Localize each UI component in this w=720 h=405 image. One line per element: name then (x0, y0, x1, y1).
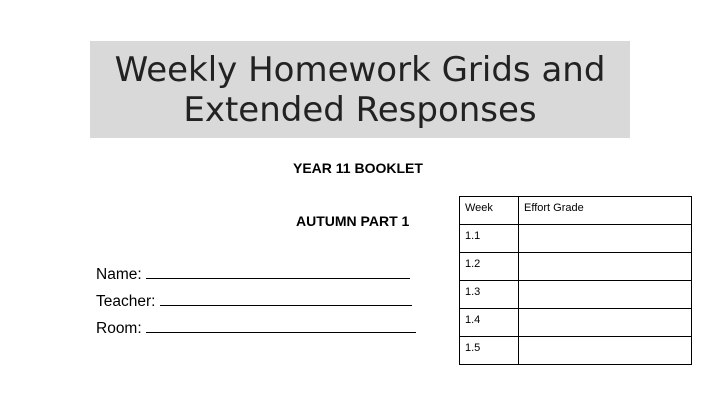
homework-grid-table (459, 196, 692, 365)
name-blank-line[interactable] (146, 265, 410, 279)
name-label: Name: (96, 266, 142, 283)
week-cell: 1.4 (460, 309, 519, 337)
grade-cell[interactable] (519, 253, 692, 281)
teacher-blank-line[interactable] (160, 292, 412, 306)
week-cell: 1.5 (460, 337, 519, 365)
title-banner (90, 41, 630, 138)
week-cell: 1.3 (460, 281, 519, 309)
booklet-subtitle: YEAR 11 BOOKLET (293, 160, 423, 176)
table-row (460, 337, 692, 365)
header-effort-grade: Effort Grade (519, 197, 692, 225)
table-row (460, 281, 692, 309)
part-label: AUTUMN PART 1 (296, 213, 410, 229)
grade-cell[interactable] (519, 225, 692, 253)
table-row (460, 225, 692, 253)
teacher-field (96, 292, 412, 311)
table-header-row (460, 197, 692, 225)
table-row (460, 309, 692, 337)
week-cell: 1.1 (460, 225, 519, 253)
week-cell: 1.2 (460, 253, 519, 281)
table-row (460, 253, 692, 281)
teacher-label: Teacher: (96, 293, 156, 310)
room-field (96, 319, 416, 338)
room-label: Room: (96, 320, 142, 337)
grade-cell[interactable] (519, 281, 692, 309)
grade-cell[interactable] (519, 337, 692, 365)
name-field (96, 265, 410, 284)
title-line-2: Extended Responses (183, 89, 537, 130)
title-line-1: Weekly Homework Grids and (114, 49, 606, 90)
room-blank-line[interactable] (146, 319, 416, 333)
grade-cell[interactable] (519, 309, 692, 337)
header-week: Week (460, 197, 519, 225)
